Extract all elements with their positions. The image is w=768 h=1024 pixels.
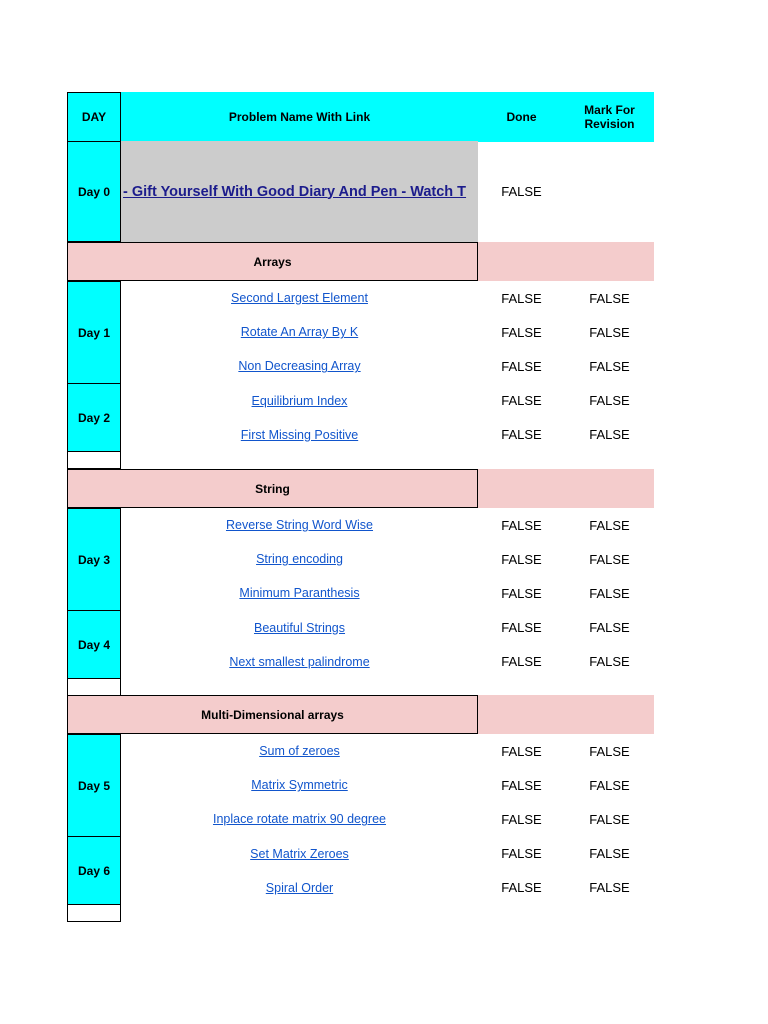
problem-link[interactable]: String encoding: [256, 552, 343, 567]
done-checkbox[interactable]: FALSE: [501, 743, 542, 759]
problem-link[interactable]: Spiral Order: [265, 880, 334, 895]
blank-day-cell: [67, 451, 121, 469]
section-title: Arrays: [67, 242, 478, 281]
revision-checkbox[interactable]: FALSE: [589, 811, 630, 827]
day-cell: Day 1: [67, 281, 121, 384]
blank-day-cell: [67, 904, 121, 922]
header-revision: Mark For Revision: [565, 92, 654, 142]
done-checkbox[interactable]: FALSE: [501, 290, 542, 306]
done-checkbox[interactable]: FALSE: [501, 777, 542, 793]
problem-link[interactable]: Equilibrium Index: [251, 393, 348, 408]
day-cell: Day 2: [67, 383, 121, 452]
header-day: DAY: [67, 92, 121, 142]
done-checkbox[interactable]: FALSE: [501, 358, 542, 374]
done-checkbox[interactable]: FALSE: [501, 551, 542, 567]
done-checkbox[interactable]: FALSE: [501, 517, 542, 533]
problem-link[interactable]: Beautiful Strings: [253, 620, 346, 635]
revision-checkbox[interactable]: FALSE: [589, 427, 630, 443]
section-title: Multi-Dimensional arrays: [67, 695, 478, 734]
blank-day-cell: [67, 678, 121, 696]
problem-link[interactable]: Rotate An Array By K: [240, 325, 359, 340]
revision-checkbox[interactable]: FALSE: [589, 743, 630, 759]
revision-checkbox[interactable]: FALSE: [589, 585, 630, 601]
done-checkbox[interactable]: FALSE: [501, 620, 542, 636]
revision-checkbox[interactable]: FALSE: [589, 551, 630, 567]
intro-title-link[interactable]: - Gift Yourself With Good Diary And Pen - Watch T: [121, 141, 478, 242]
done-checkbox[interactable]: FALSE: [501, 585, 542, 601]
section-header-fill: [478, 469, 654, 508]
section-title: String: [67, 469, 478, 508]
done-checkbox[interactable]: FALSE: [501, 654, 542, 670]
done-checkbox[interactable]: FALSE: [501, 324, 542, 340]
done-checkbox[interactable]: FALSE: [501, 880, 542, 896]
header-done: Done: [478, 92, 565, 142]
done-checkbox[interactable]: FALSE: [501, 846, 542, 862]
problem-link[interactable]: Matrix Symmetric: [251, 778, 348, 793]
revision-checkbox[interactable]: FALSE: [589, 290, 630, 306]
revision-checkbox[interactable]: FALSE: [589, 393, 630, 409]
revision-checkbox[interactable]: FALSE: [589, 846, 630, 862]
section-header-fill: [478, 242, 654, 281]
section-header-fill: [478, 695, 654, 734]
revision-checkbox[interactable]: FALSE: [589, 620, 630, 636]
revision-checkbox[interactable]: FALSE: [589, 324, 630, 340]
intro-day: Day 0: [67, 141, 121, 242]
done-checkbox[interactable]: FALSE: [501, 393, 542, 409]
revision-checkbox[interactable]: FALSE: [589, 880, 630, 896]
problem-link[interactable]: Minimum Paranthesis: [239, 586, 360, 601]
day-cell: Day 6: [67, 836, 121, 905]
problem-link[interactable]: Set Matrix Zeroes: [250, 846, 349, 861]
revision-checkbox[interactable]: FALSE: [589, 654, 630, 670]
problem-link[interactable]: Non Decreasing Array: [238, 359, 361, 374]
problem-link[interactable]: Reverse String Word Wise: [225, 518, 374, 533]
problem-link[interactable]: Inplace rotate matrix 90 degree: [212, 812, 387, 827]
done-checkbox[interactable]: FALSE: [501, 811, 542, 827]
header-problem: Problem Name With Link: [121, 92, 478, 142]
revision-checkbox[interactable]: FALSE: [589, 777, 630, 793]
problem-link[interactable]: Sum of zeroes: [259, 744, 340, 759]
revision-checkbox[interactable]: FALSE: [589, 358, 630, 374]
done-checkbox[interactable]: FALSE: [501, 427, 542, 443]
day-cell: Day 3: [67, 508, 121, 611]
revision-checkbox[interactable]: FALSE: [589, 517, 630, 533]
day-cell: Day 4: [67, 610, 121, 679]
problem-link[interactable]: First Missing Positive: [240, 427, 359, 442]
problem-link[interactable]: Next smallest palindrome: [229, 654, 370, 669]
day-cell: Day 5: [67, 734, 121, 837]
problem-link[interactable]: Second Largest Element: [231, 291, 368, 306]
intro-done[interactable]: FALSE: [501, 184, 542, 199]
